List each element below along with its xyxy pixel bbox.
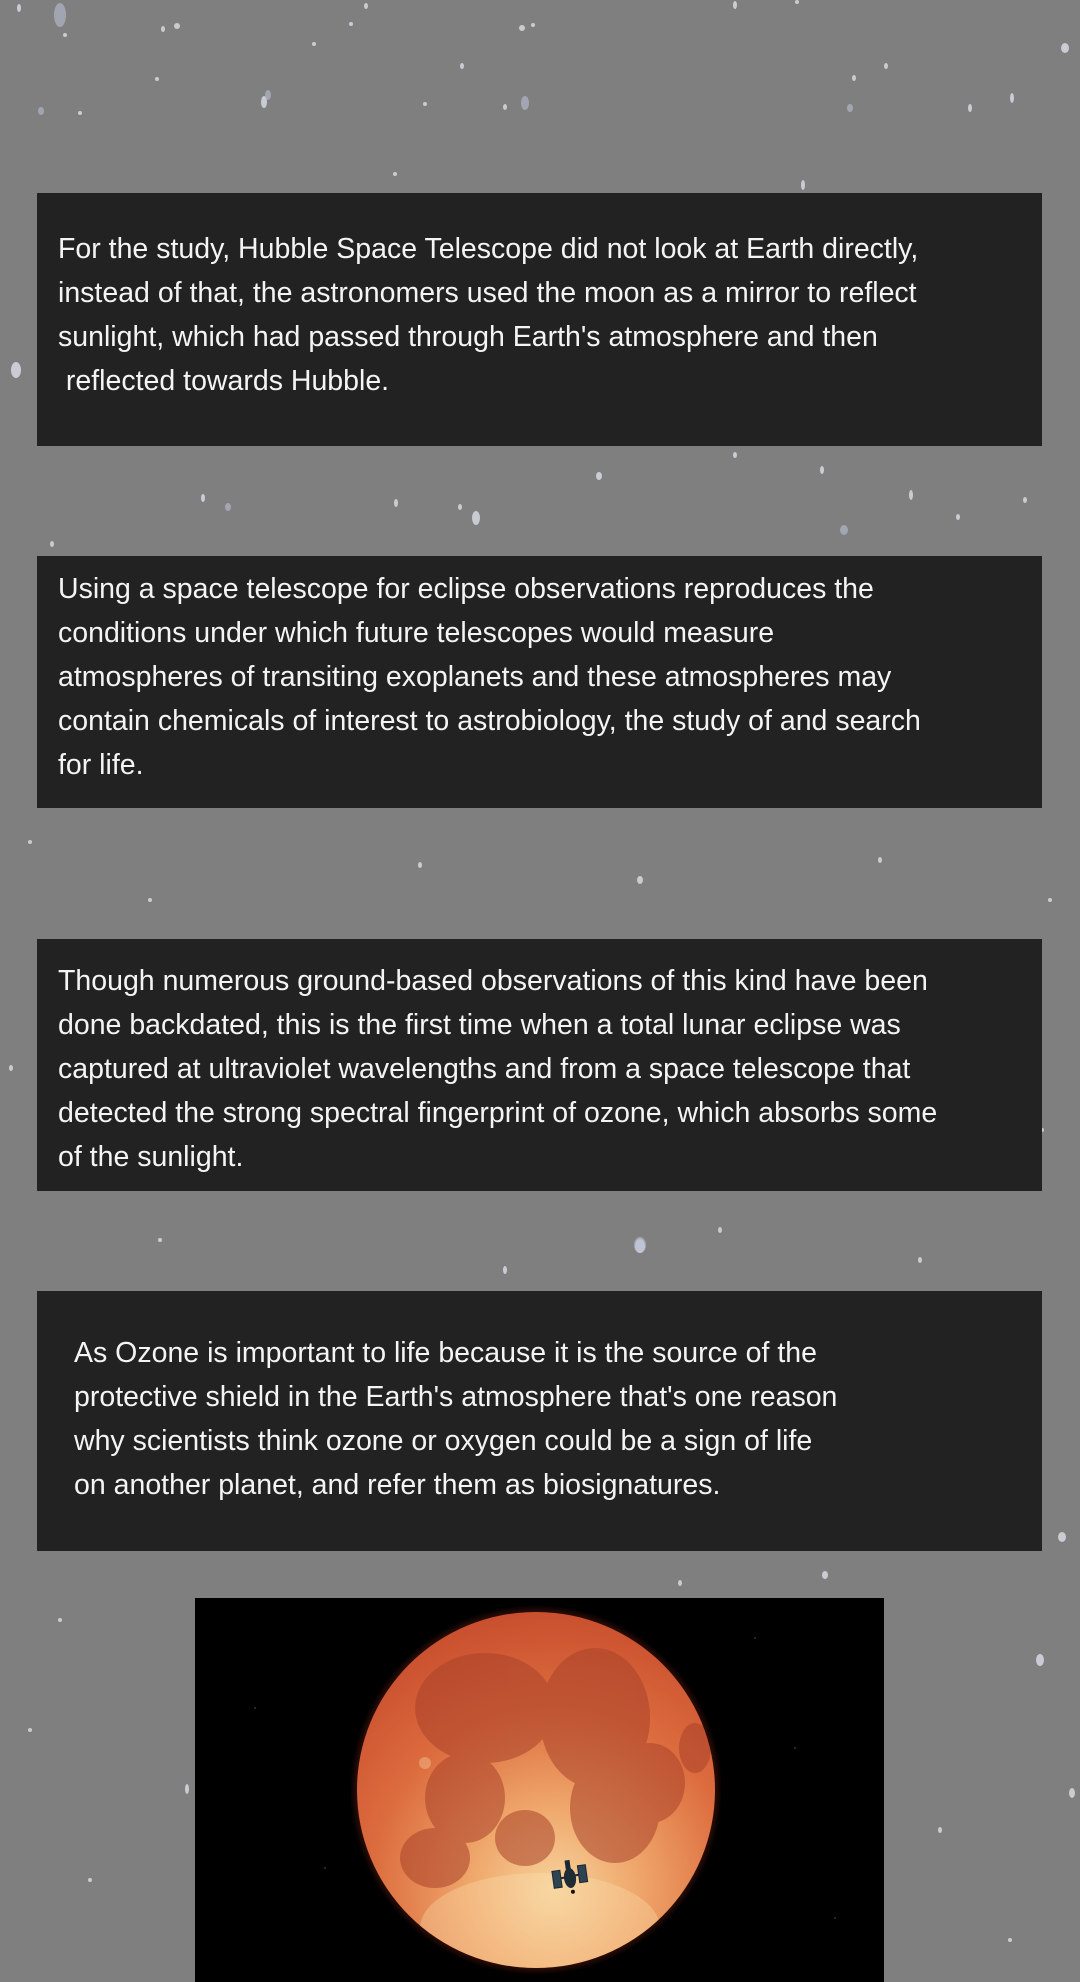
paragraph-3-line-4: detected the strong spectral fingerprint of ozone, which absorbs some <box>58 1097 938 1129</box>
paragraph-3-line-5: of the sunlight. <box>58 1141 244 1173</box>
paragraph-2-line-5: for life. <box>58 749 144 781</box>
paragraph-3-line-2: done backdated, this is the first time when a total lunar eclipse was <box>58 1009 901 1041</box>
paragraph-2-line-2: conditions under which future telescopes would measure <box>58 617 775 649</box>
paragraph-2-line-4: contain chemicals of interest to astrobiology, the study of and search <box>58 705 921 737</box>
paragraph-4-line-2: protective shield in the Earth's atmosphere that's one reason <box>74 1381 838 1413</box>
paragraph-4-line-4: on another planet, and refer them as biosignatures. <box>74 1469 721 1501</box>
paragraph-2-line-1: Using a space telescope for eclipse observations reproduces the <box>58 573 874 605</box>
paragraph-4-line-1: As Ozone is important to life because it is the source of the <box>74 1337 817 1369</box>
paragraph-3-line-1: Though numerous ground-based observations of this kind have been <box>58 965 928 997</box>
paragraph-3-line-3: captured at ultraviolet wavelengths and from a space telescope that <box>58 1053 911 1085</box>
paragraph-1-line-4: reflected towards Hubble. <box>58 365 390 397</box>
moon-illustration <box>195 1598 884 1982</box>
paragraph-2-line-3: atmospheres of transiting exoplanets and these atmospheres may <box>58 661 892 693</box>
eclipse-moon-image <box>195 1598 884 1982</box>
paragraph-box-3 <box>37 939 1042 1191</box>
paragraph-box-4 <box>37 1291 1042 1551</box>
paragraph-1-line-1: For the study, Hubble Space Telescope did not look at Earth directly, <box>58 233 919 265</box>
paragraph-1-line-3: sunlight, which had passed through Earth's atmosphere and then <box>58 321 878 353</box>
paragraph-box-1 <box>37 193 1042 446</box>
paragraph-1-line-2: instead of that, the astronomers used the moon as a mirror to reflect <box>58 277 917 309</box>
paragraph-4-line-3: why scientists think ozone or oxygen could be a sign of life <box>74 1425 813 1457</box>
paragraph-box-2 <box>37 556 1042 808</box>
